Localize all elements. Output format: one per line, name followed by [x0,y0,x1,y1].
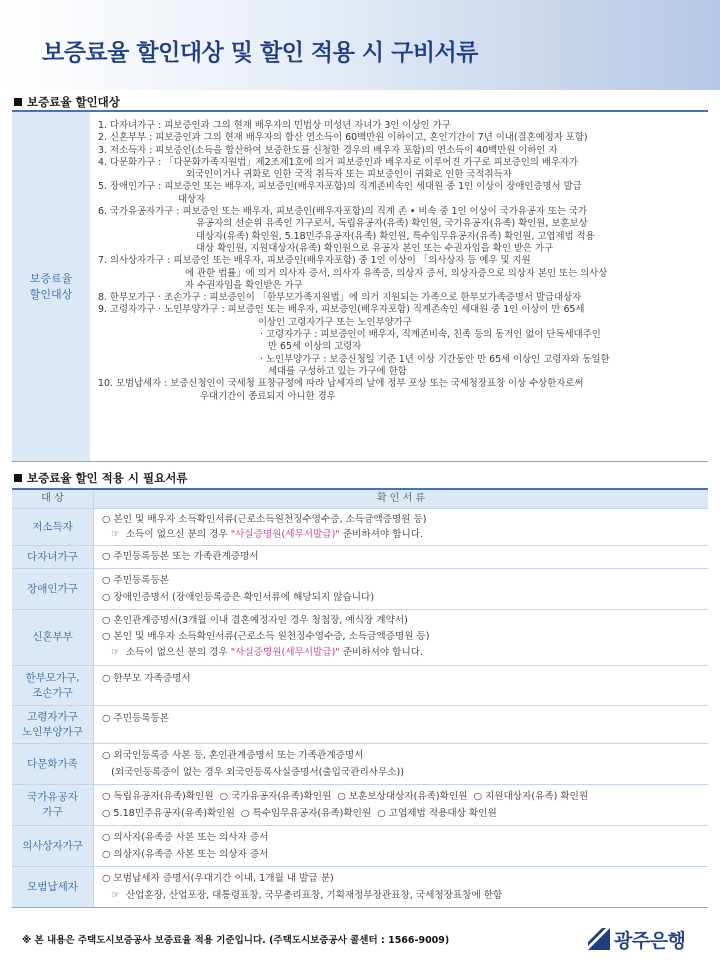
document-line [102,549,708,565]
document-line [102,709,708,728]
row-target [12,610,94,665]
row-target-text: 다문화가족 [27,757,78,770]
document-line [102,870,708,887]
row-documents [94,706,708,743]
discount-target-item: 6. 국가유공자가구 : 피보증인 또는 배우자, 피보증인(배우자포함)의 직계 존 • 비속 중 1인 이상이 국가유공자 또는 국가 [98,206,588,218]
discount-target-item: 대상 확인원, 지원대상자(유족) 확인원으로 유공자 본인 또는 수권자임을 확인 받은 가구 [196,242,554,254]
document-text: ○ 본인 및 배우자 소득확인서류(근로소득 원천징수영수증, 소득금액증명원 등) [102,631,430,642]
document-line [102,764,708,781]
row-target-text: 신혼부부 [32,631,73,643]
discount-target-item: 대상자(유족) 확인원, 5.18민주유공자(유족) 확인원, 특수임무유공자(유족) 확인원, 고엽제법 적용 [196,230,595,242]
discount-target-item: 외국인이거나 귀화로 인한 국적 취득자 또는 피보증인이 귀화로 인한 국적취득자 [186,169,512,181]
row-documents [94,744,708,784]
document-text: ○ 의상자(유족증 사본 또는 의상자 증서 [102,849,269,860]
document-line [102,788,708,805]
discount-target-item: 우대기간이 종료되지 아니한 경우 [200,390,336,402]
document-line [102,527,708,542]
table-row [12,610,708,666]
document-text: ☞ 소득이 없으신 분의 경우 [102,529,231,540]
row-target [12,785,94,825]
discount-target-item: 유공자의 선순위 유족인 가구로서, 독립유공자(유족) 확인원, 국가유공자(유족) 확인원, 보훈보상 [196,218,588,230]
document-text: ○ 의사자(유족증 사본 또는 의사자 증서 [102,832,269,843]
table-row [12,666,708,706]
table-row [12,785,708,826]
label-line-2: 할인대상 [29,287,73,301]
row-target-text: 노인부양가구 [22,725,83,738]
document-text: ☞ 산업훈장, 산업포장, 대통령표창, 국무총리표창, 기획재정부장관표창, 국세청장표창에 한함 [102,890,503,901]
page-header [0,0,720,90]
square-bullet-icon [14,98,22,106]
discount-target-table [12,110,708,462]
document-line [102,572,708,589]
discount-target-item: · 고령자가구 : 피보증인이 배우자, 직계존비속, 친족 등의 동거인 없이 단독세대주인 [260,329,601,341]
table-header-row [12,490,708,509]
document-text: (외국인등록증이 없는 경우 외국인등록사실증명서(출입국관리사무소)) [102,767,405,778]
row-target-text: 모범납세자 [27,880,78,893]
discount-target-item: 자 수권자임을 확인받은 가구 [185,279,303,291]
row-target [12,509,94,545]
discount-target-list [98,120,704,403]
document-text: ○ 외국인등록증 사본 등, 혼인관계증명서 또는 가족관계증명서 [102,750,364,761]
bank-logo-text: 광주은행 [614,929,686,952]
highlight-text: "사실증명원(세무서발급)" [230,647,340,658]
document-line [102,747,708,764]
row-documents [94,867,708,907]
row-target [12,706,94,743]
bank-logo-icon [588,928,610,950]
row-target-text: 국가유공자 [27,791,78,803]
discount-target-item: 이상인 고령자가구 또는 노인부양가구 [258,316,412,328]
row-target-text: 고령자가구 [27,710,78,723]
document-line [102,512,708,527]
row-target-text: 다자녀가구 [27,550,78,563]
discount-target-item: 2. 신혼부부 : 피보증인과 그의 현재 배우자의 합산 연소득이 60백만원 이하이고, 혼인기간이 7년 이내(결혼예정자 포함) [98,132,588,144]
document-line [102,846,708,863]
row-documents [94,610,708,665]
discount-target-item: · 노인부양가구 : 보증신청일 기준 1년 이상 기간동안 만 65세 이상인 고령자와 동일한 [260,353,610,365]
row-target [12,826,94,866]
row-target-text: 저소득자 [32,520,73,533]
discount-target-item: 8. 한부모가구 · 조손가구 : 피보증인이 「한부모가족지원법」에 의거 지원되는 가족으로 한부모가족증명서 발급대상자 [98,292,582,304]
document-line [102,829,708,846]
row-target-text: 장애인가구 [27,582,78,595]
row-documents [94,826,708,866]
row-target-text: 의사상자가구 [22,839,83,852]
row-target [12,546,94,568]
label-line-1: 보증료율 [29,271,73,285]
row-target-text: 조손가구 [32,686,73,699]
document-text: ○ 장애인증명서 (장애인등록증은 확인서류에 해당되지 않습니다) [102,592,375,603]
document-text: ○ 모범납세자 증명서(우대기간 이내, 1개월 내 발급 분) [102,873,334,884]
row-target [12,867,94,907]
row-documents [94,509,708,545]
table-row [12,569,708,610]
discount-target-item: 9. 고령자가구 · 노인부양가구 : 피보증인 또는 배우자, 피보증인(배우자포함) 직계존속인 세대원 중 1인 이상이 만 65세 [98,304,585,316]
table-row [12,744,708,785]
highlight-text: "사실증명원(세무서발급)" [230,529,340,540]
section2-heading [14,470,187,486]
row-target-text: 한부모가구, [25,671,80,684]
page-title: 보증료율 할인대상 및 할인 적용 시 구비서류 [42,40,478,66]
discount-target-item: 3. 저소득자 : 피보증인(소득을 합산하여 보증한도를 신청한 경우의 배우자 포함)의 연소득이 40백만원 이하인 자 [98,144,558,156]
document-text: ○ 5.18민주유공자(유족)확인원 ○ 특수임무유공자(유족)확인원 ○ 고엽제법 적용대상 확인원 [102,808,497,819]
document-line [102,589,708,606]
document-text: ☞ 소득이 없으신 분의 경우 [102,647,231,658]
discount-target-item: 대상자 [178,193,206,205]
document-text: ○ 한부모 가족증명서 [102,673,191,684]
row-documents [94,569,708,609]
header-documents: 확 인 서 류 [94,490,708,508]
table-row [12,867,708,907]
row-target [12,569,94,609]
discount-target-item: 7. 의사상자가구 : 피보증인 또는 배우자, 피보증인(배우자포함) 중 1인 이상이 「의사상자 등 예우 및 지원 [98,255,531,267]
document-text: ○ 주민등록등본 [102,713,170,724]
row-target-text: 가구 [42,806,63,818]
discount-target-item: 1. 다자녀가구 : 피보증인과 그의 현재 배우자의 민법상 미성년 자녀가 3인 이상인 가구 [98,120,451,131]
discount-target-item: 10. 모범납세자 : 보증신청인이 국세청 표창규정에 따라 납세자의 날에 정부 포상 또는 국세청장표창 이상 수상한자로써 [98,378,584,390]
table-row [12,706,708,744]
document-text: ○ 독립유공자(유족)확인원 ○ 국가유공자(유족)확인원 ○ 보훈보상대상자(유족)확인원 ○ 지원대상자(유족) 확인원 [102,791,589,802]
section1-heading-text: 보증료율 할인대상 [27,95,120,109]
row-target [12,666,94,705]
document-text: ○ 본인 및 배우자 소득확인서류(근로소득원천징수영수증, 소득금액증명원 등) [102,514,427,525]
document-text: 준비하셔야 합니다. [339,647,424,658]
table-row [12,546,708,569]
row-documents [94,666,708,705]
document-text: ○ 혼인관계증명서(3개월 이내 결혼예정자인 경우 청첩장, 예식장 계약서) [102,615,408,626]
document-text: 준비하셔야 합니다. [339,529,424,540]
row-documents [94,785,708,825]
footer-note: ※ 본 내용은 주택도시보증공사 보증료율 적용 기준입니다. (주택도시보증공사 콜센터 : 1566-9009) [22,935,450,946]
section2-heading-text: 보증료율 할인 적용 시 필요서류 [27,471,188,485]
discount-target-item: 에 관한 법률」에 의거 의사자 증서, 의사자 유족증, 의상자 증서, 의상자증으로 의상자 본인 또는 의사상 [185,267,608,279]
discount-target-item: 4. 다문화가구 : 「다문화가족지원법」제2조제1호에 의거 피보증인과 배우자로 이루어진 가구로 피보증인의 배우자가 [98,156,579,168]
required-documents-table [12,488,708,908]
square-bullet-icon [14,474,22,482]
document-line [102,669,708,688]
document-line [102,805,708,822]
document-line [102,645,708,661]
discount-target-item: 5. 장애인가구 : 피보증인 또는 배우자, 피보증인(배우자포함)의 직계존비속인 세대원 중 1인 이상이 장애인증명서 발급 [98,181,582,193]
document-text: ○ 주민등록등본 [102,575,170,586]
table-row [12,509,708,546]
document-line [102,887,708,904]
section1-heading [14,94,120,110]
row-target [12,744,94,784]
document-line [102,613,708,629]
discount-target-item: 세대를 구성하고 있는 가구에 한함 [268,365,407,377]
table-row [12,826,708,867]
discount-target-item: 만 65세 이상의 고령자 [268,341,362,353]
document-text: ○ 주민등록등본 또는 가족관계증명서 [102,551,259,562]
row-documents [94,546,708,568]
document-line [102,629,708,645]
bank-logo [588,924,685,954]
discount-target-label [12,112,90,461]
header-target: 대 상 [12,490,94,508]
